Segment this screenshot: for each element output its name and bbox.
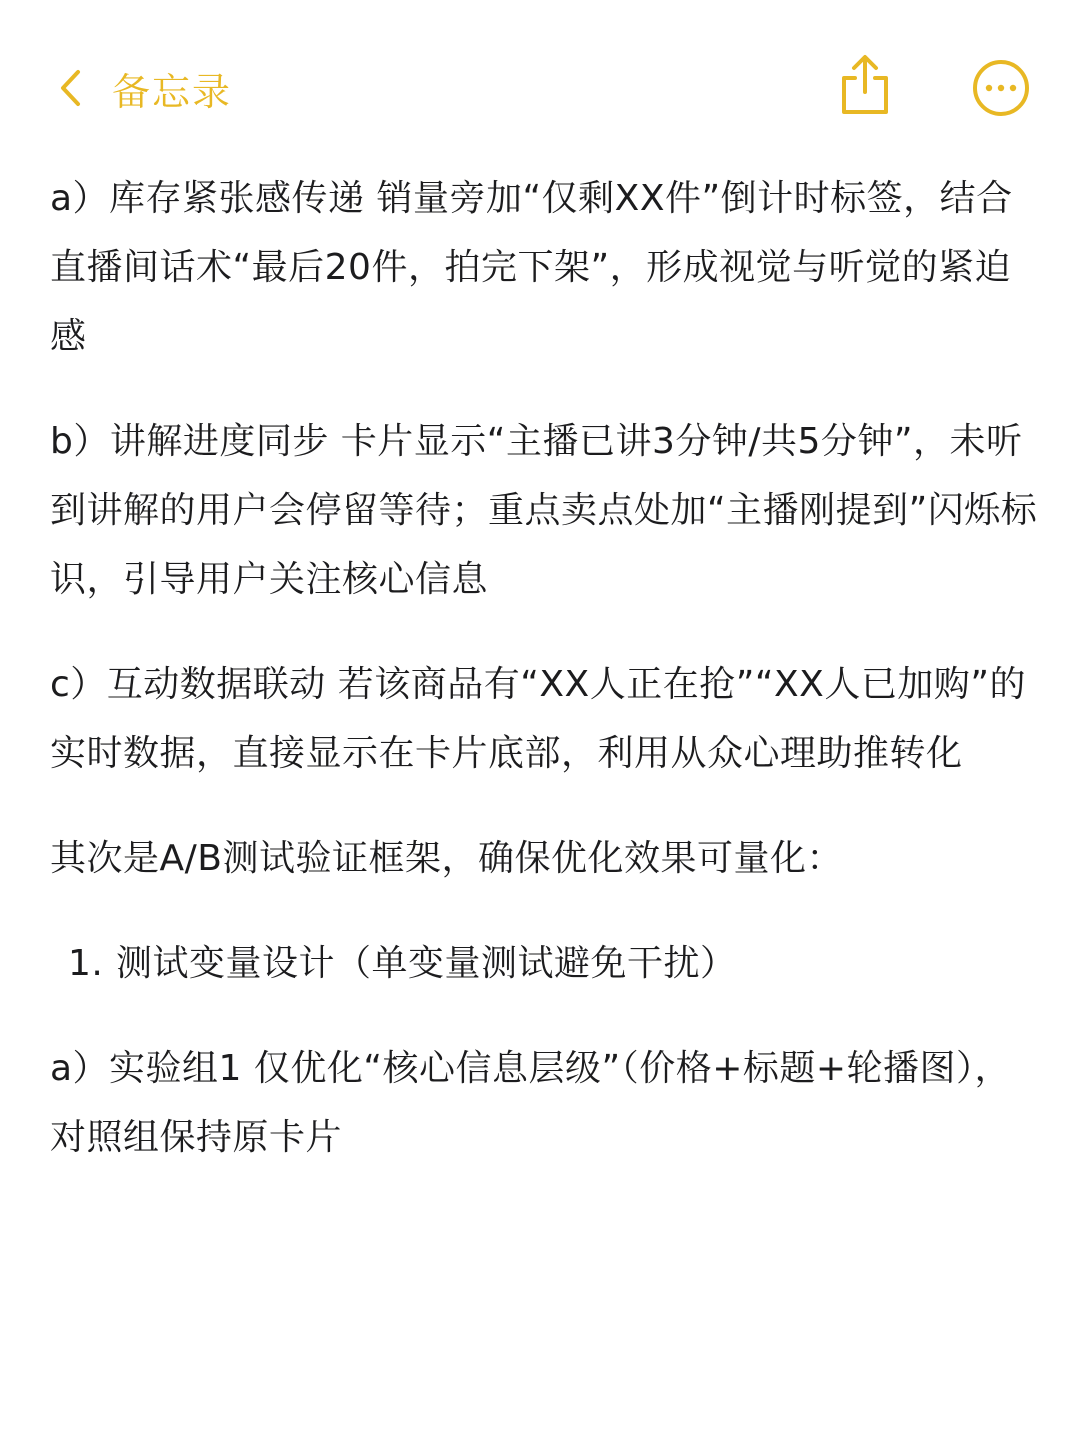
more-button[interactable] — [972, 59, 1030, 117]
note-paragraph: a）库存紧张感传递 销量旁加“仅剩XX件”倒计时标签，结合直播间话术“最后20件，拍完下架”，形成视觉与听觉的紧迫感 — [50, 178, 1013, 357]
list-item-text: 测试变量设计（单变量测试避免干扰） — [116, 943, 737, 984]
note-body[interactable] — [50, 164, 1040, 1208]
numbered-list-item — [50, 929, 1040, 998]
back-button[interactable] — [58, 56, 232, 120]
note-paragraph: b）讲解进度同步 卡片显示“主播已讲3分钟/共5分钟”，未听到讲解的用户会停留等待；重点卖点处加“主播刚提到”闪烁标识，引导用户关注核心信息 — [50, 421, 1038, 600]
more-ellipsis-icon — [972, 59, 1030, 117]
note-paragraph: 其次是A/B测试验证框架，确保优化效果可量化： — [50, 838, 843, 879]
back-label: 备忘录 — [112, 69, 233, 114]
chevron-left-icon — [58, 68, 82, 108]
note-paragraph: a）实验组1 仅优化“核心信息层级”（价格+标题+轮播图），对照组保持原卡片 — [50, 1048, 1012, 1158]
share-icon — [836, 52, 894, 118]
note-paragraph: c）互动数据联动 若该商品有“XX人正在抢”“XX人已加购”的实时数据，直接显示在卡片底部，利用从众心理助推转化 — [50, 664, 1026, 774]
list-number: 1. — [68, 943, 104, 984]
share-button[interactable] — [836, 52, 894, 118]
navigation-bar — [0, 0, 1080, 175]
